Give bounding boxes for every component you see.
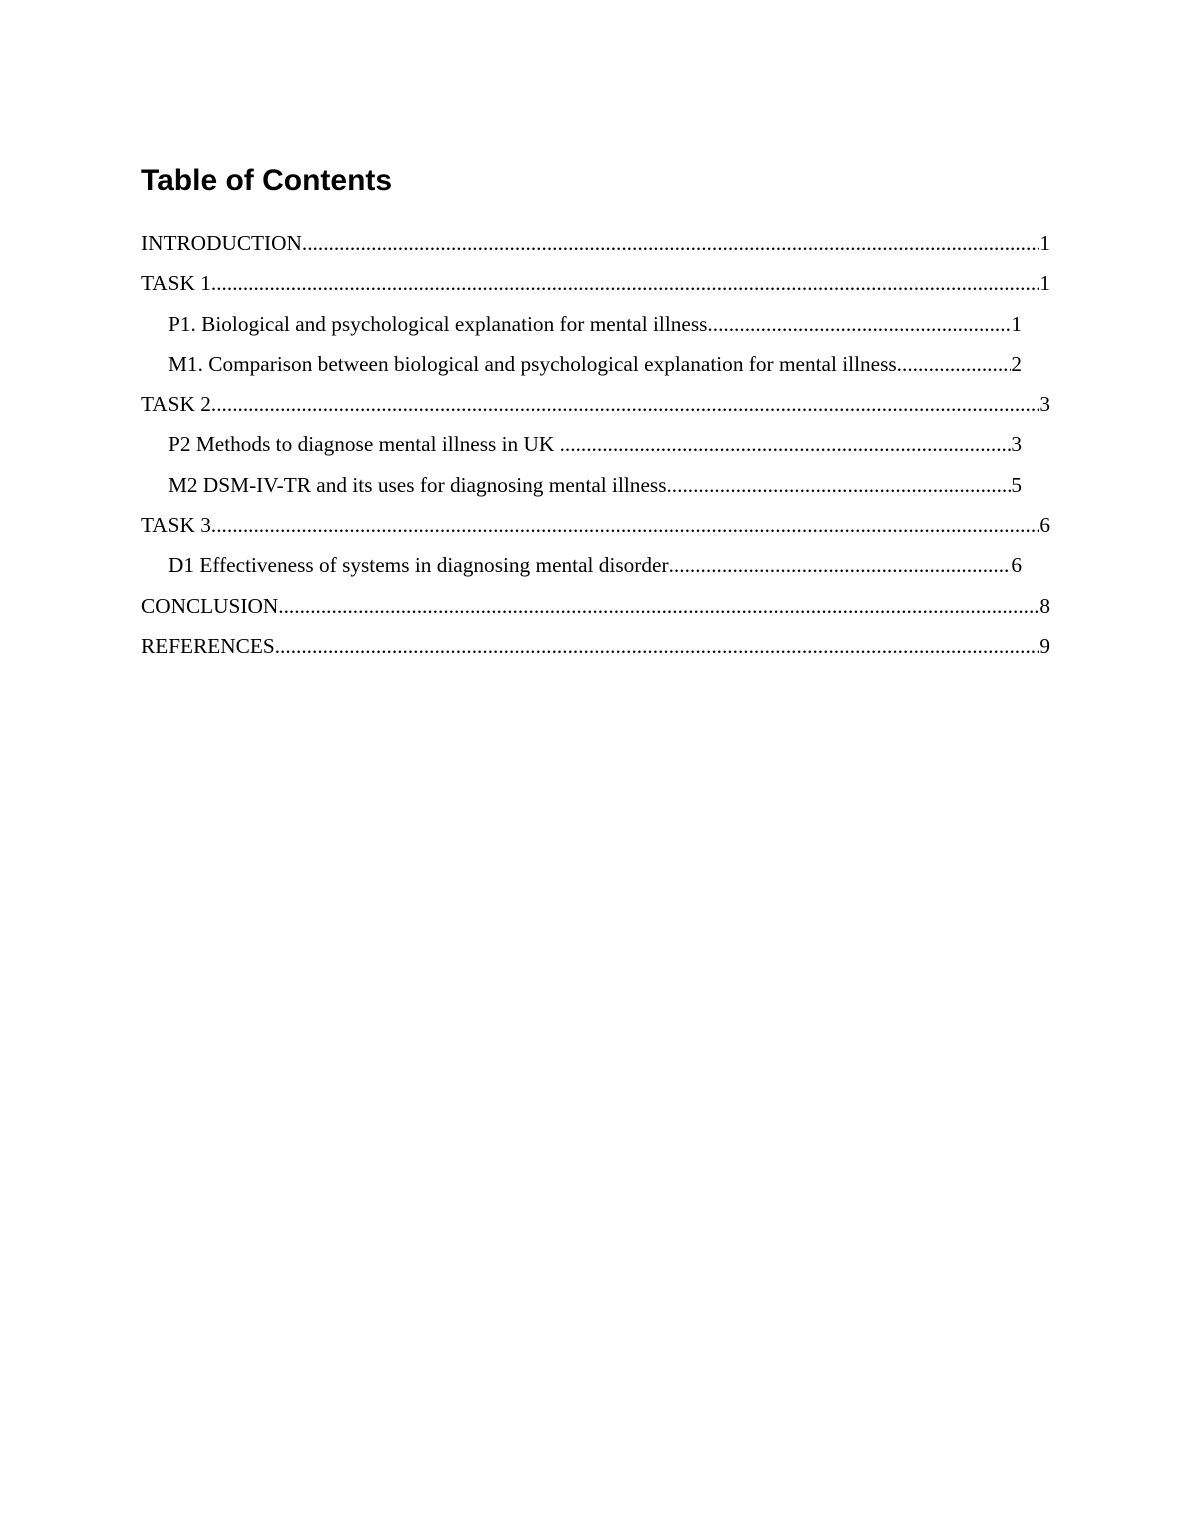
toc-dot-leader — [211, 265, 1039, 301]
toc-entry-d1[interactable] — [141, 547, 1022, 587]
toc-dot-leader — [897, 346, 1012, 382]
toc-dot-leader — [669, 547, 1012, 583]
toc-page-number: 5 — [1011, 472, 1022, 497]
toc-dot-leader — [560, 426, 1012, 462]
toc-entry-label: M2 DSM-IV-TR and its uses for diagnosing mental illness — [168, 472, 667, 497]
toc-entry-label: INTRODUCTION — [141, 231, 302, 255]
toc-dot-leader — [211, 386, 1039, 422]
toc-entry-label: D1 Effectiveness of systems in diagnosing mental disorder — [168, 553, 669, 578]
toc-entry-introduction[interactable] — [141, 225, 1050, 265]
toc-page-number: 1 — [1039, 231, 1050, 255]
toc-dot-leader — [278, 588, 1039, 624]
toc-entry-label: P1. Biological and psychological explanation for mental illness — [168, 311, 708, 336]
toc-dot-leader — [275, 628, 1040, 664]
toc-entry-m2[interactable] — [141, 467, 1022, 507]
toc-page-number: 9 — [1039, 633, 1050, 658]
toc-page-number: 2 — [1011, 351, 1022, 376]
toc-entry-label: REFERENCES — [141, 633, 275, 658]
toc-page-number: 6 — [1039, 513, 1050, 538]
toc-entry-p1[interactable] — [141, 306, 1022, 346]
toc-entry-m1[interactable] — [141, 346, 1022, 386]
toc-page-number: 1 — [1011, 311, 1022, 336]
toc-entry-p2[interactable] — [141, 426, 1022, 466]
toc-entry-conclusion[interactable] — [141, 588, 1050, 628]
toc-page-number: 3 — [1011, 432, 1022, 457]
toc-title: Table of Contents — [141, 164, 393, 197]
toc-entry-label: TASK 2 — [141, 392, 211, 417]
toc-entry-task-3[interactable] — [141, 507, 1050, 547]
toc-entry-task-2[interactable] — [141, 386, 1050, 426]
toc-page-number: 6 — [1011, 553, 1022, 578]
toc-entry-label: TASK 3 — [141, 513, 211, 538]
toc-entry-label: TASK 1 — [141, 271, 211, 296]
toc-dot-leader — [211, 507, 1039, 543]
toc-entry-task-1[interactable] — [141, 265, 1050, 305]
toc-entry-label: P2 Methods to diagnose mental illness in UK — [168, 432, 560, 457]
toc-page-number: 1 — [1039, 271, 1050, 296]
toc-dot-leader — [707, 306, 1011, 342]
toc-dot-leader — [666, 467, 1011, 503]
table-of-contents — [141, 225, 1050, 668]
toc-entry-label: CONCLUSION — [141, 593, 279, 618]
toc-entry-label: M1. Comparison between biological and psychological explanation for mental illness — [168, 351, 897, 376]
toc-page-number: 3 — [1039, 392, 1050, 417]
toc-entry-references[interactable] — [141, 628, 1050, 668]
toc-dot-leader — [302, 225, 1039, 261]
toc-page-number: 8 — [1039, 593, 1050, 618]
